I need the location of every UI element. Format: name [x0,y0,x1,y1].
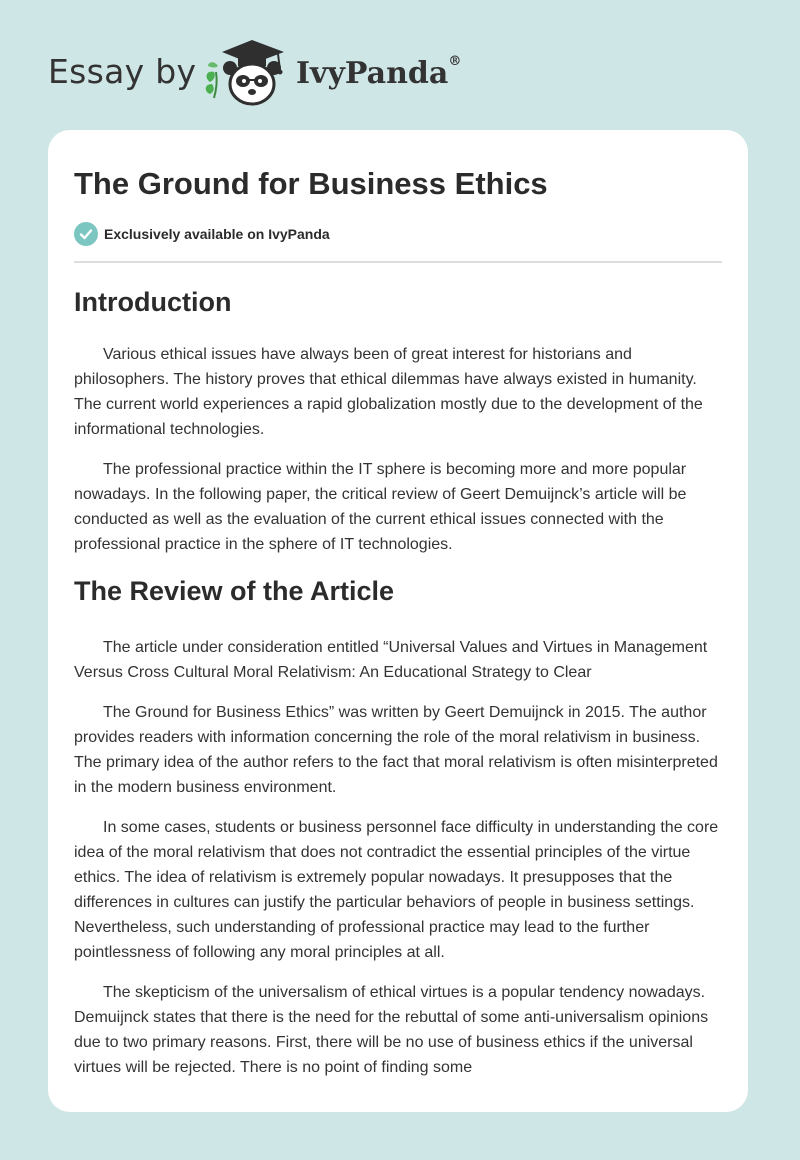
paragraph: In some cases, students or business personnel face difficulty in understanding the core idea of the moral relativism that does not contradict the essential principles of the virtue ethics. The idea of relativism is extremely popular nowadays. It presupposes that the differences in cultures can justify the particular behaviors of people in business settings. Nevertheless, such understanding of professional practice may lead to the further pointlessness of following any moral principles at all. [74,819,719,961]
page-title: The Ground for Business Ethics [74,166,548,201]
panda-graduate-icon[interactable] [200,36,292,108]
check-circle-icon [74,222,98,246]
section-introduction [74,280,724,557]
paragraph: The Ground for Business Ethics” was written by Geert Demuijnck in 2015. The author provides readers with information concerning the role of the moral relativism in business. The primary idea of the author refers to the fact that moral relativism is often misinterpreted in the modern business environment. [74,704,718,796]
paragraph: The article under consideration entitled “Universal Values and Virtues in Management Versus Cross Cultural Moral Relativism: An Educational Strategy to Clear [74,639,708,681]
paragraph: Various ethical issues have always been of great interest for historians and philosophers. The history proves that ethical dilemmas have always existed in humanity. The current world experiences a rapid globalization mostly due to the development of the informational technologies. [74,346,703,438]
paragraph: The professional practice within the IT sphere is becoming more and more popular nowadays. In the following paper, the critical review of Geert Demuijnck’s article will be conducted as well as the evaluation of the current ethical issues connected with the professional practice in the sphere of IT technologies. [74,461,687,553]
brand-name-text: IvyPanda [296,56,449,91]
site-header [0,0,800,130]
section-heading: Introduction [74,287,232,317]
brand-name[interactable] [296,56,461,91]
registered-mark: ® [448,54,462,69]
section-review [74,569,724,1080]
exclusive-badge-label: Exclusively available on IvyPanda [104,226,330,242]
essay-by-label: Essay by [48,52,197,91]
section-heading: The Review of the Article [74,576,395,606]
ivy-leaf-icon [206,62,218,98]
paragraph: The skepticism of the universalism of ethical virtues is a popular tendency nowadays. Demuijnck states that there is the need for the rebuttal of some anti-universalism opinions due to two primary reasons. First, there will be no use of business ethics if the universal virtues will be rejected. There is no point of finding some [74,984,709,1076]
exclusive-badge [74,222,330,246]
title-divider [74,261,722,263]
article-body [74,280,724,1080]
article-card [48,130,748,1112]
